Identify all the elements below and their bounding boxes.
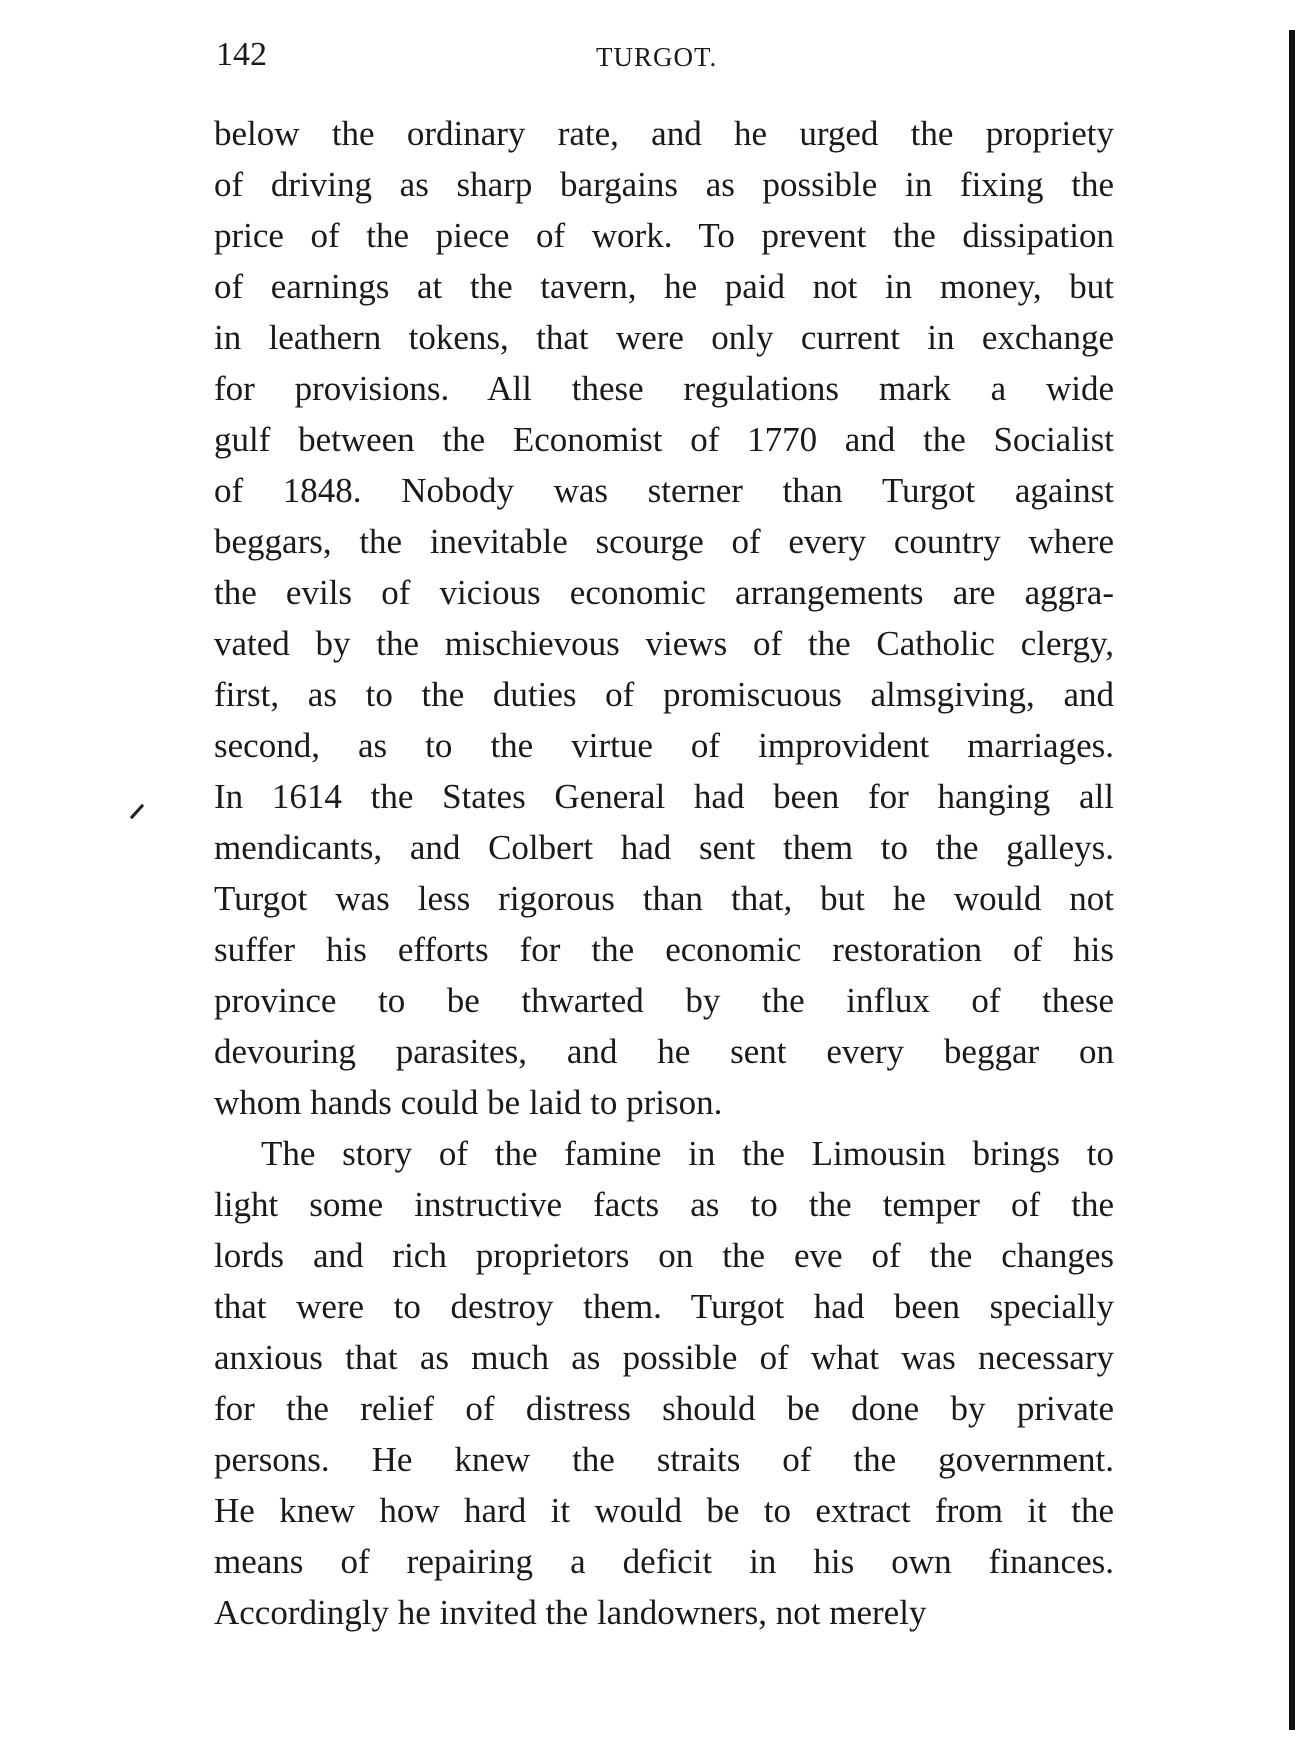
text-line: devouring parasites, and he sent every beggar on [214,1032,1114,1071]
text-line: He knew how hard it would be to extract from it the [214,1491,1114,1530]
text-line: beggars, the inevitable scourge of every country where [214,522,1114,561]
text-line: price of the piece of work. To prevent the dissipation [214,216,1114,255]
text-line: Accordingly he invited the landowners, not merely [214,1593,927,1632]
page-number: 142 [216,36,267,73]
text-line: for the relief of distress should be done by private [214,1389,1114,1428]
body-text [214,108,1114,1638]
text-line: of 1848. Nobody was sterner than Turgot against [214,471,1114,510]
text-line: province to be thwarted by the influx of these [214,981,1114,1020]
text-line: first, as to the duties of promiscuous almsgiving, and [214,675,1114,714]
text-line: the evils of vicious economic arrangements are aggra- [214,573,1114,612]
margin-pencil-mark [130,804,144,819]
text-line: for provisions. All these regulations mark a wide [214,369,1114,408]
text-line: in leathern tokens, that were only current in exchange [214,318,1114,357]
paragraph [214,108,1114,1128]
text-line: The story of the famine in the Limousin brings to [261,1134,1114,1173]
text-line: of driving as sharp bargains as possible in fixing the [214,165,1114,204]
text-line: below the ordinary rate, and he urged the propriety [214,114,1114,153]
running-head: TURGOT. [596,42,718,72]
text-line: gulf between the Economist of 1770 and the Socialist [214,420,1114,459]
text-line: mendicants, and Colbert had sent them to the galleys. [214,828,1114,867]
text-line: vated by the mischievous views of the Catholic clergy, [214,624,1114,663]
text-line: of earnings at the tavern, he paid not in money, but [214,267,1114,306]
text-line: lords and rich proprietors on the eve of the changes [214,1236,1114,1275]
text-line: persons. He knew the straits of the government. [214,1440,1114,1479]
page-edge-rule [1289,30,1295,1730]
paragraph-container [214,108,1114,1638]
text-line: that were to destroy them. Turgot had been specially [214,1287,1114,1326]
text-line: Turgot was less rigorous than that, but he would not [214,879,1114,918]
text-line: light some instructive facts as to the temper of the [214,1185,1114,1224]
page-header [216,30,1116,80]
text-line: In 1614 the States General had been for hanging all [214,777,1114,816]
text-line: anxious that as much as possible of what was necessary [214,1338,1114,1377]
paragraph [214,1128,1114,1638]
text-line: suffer his efforts for the economic restoration of his [214,930,1114,969]
text-line: second, as to the virtue of improvident marriages. [214,726,1114,765]
text-line: whom hands could be laid to prison. [214,1083,723,1122]
text-line: means of repairing a deficit in his own finances. [214,1542,1114,1581]
